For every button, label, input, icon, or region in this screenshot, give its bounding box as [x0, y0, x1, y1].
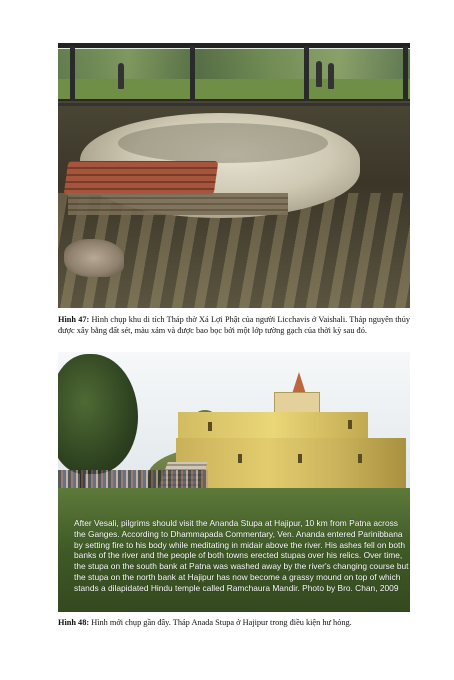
figure-48-caption: [58, 617, 410, 628]
figure-47-photo: [58, 43, 410, 308]
figure-47-label: Hình 47:: [58, 315, 90, 324]
temple-spire: [292, 372, 306, 394]
figure-47-caption-text: Hình chụp khu di tích Tháp thờ Xá Lợi Phật của người Licchavis ở Vaishali. Tháp nguyên thủy được xây bằng đất sét, màu xám và được bao bọc bởi một lớp tường gạch của thời kỳ sau đó.: [58, 315, 410, 336]
brick-wall: [64, 161, 219, 195]
figure-48-overlay-text: After Vesali, pilgrims should visit the Ananda Stupa at Hajipur, 10 km from Patna across the Ganges. According to Dhammapada Commentary, Ven. Ananda entered Parinibbana by setting fire to his body while meditating in midair above the river. His ashes fell on both banks of the river and the people of both towns erected stupas over his relics. Over time, the stupa on the south bank at Patna was washed away by the river's changing course but the stupa on the north bank at Hajipur has now become a grassy mound on top of which stands a dilapidated Hindu temple called Ramchaura Mandir. Photo by Bro. Chan, 2009: [74, 518, 409, 593]
figure-48-photo: [58, 352, 410, 612]
figure-48-caption-text: Hình mới chụp gần đây. Tháp Anada Stupa ở Hajipur trong điều kiện hư hỏng.: [91, 618, 352, 627]
figure-48-label: Hình 48:: [58, 618, 90, 627]
ramchaura-mandir-temple: [176, 438, 406, 490]
figure-47-caption: [58, 314, 410, 337]
